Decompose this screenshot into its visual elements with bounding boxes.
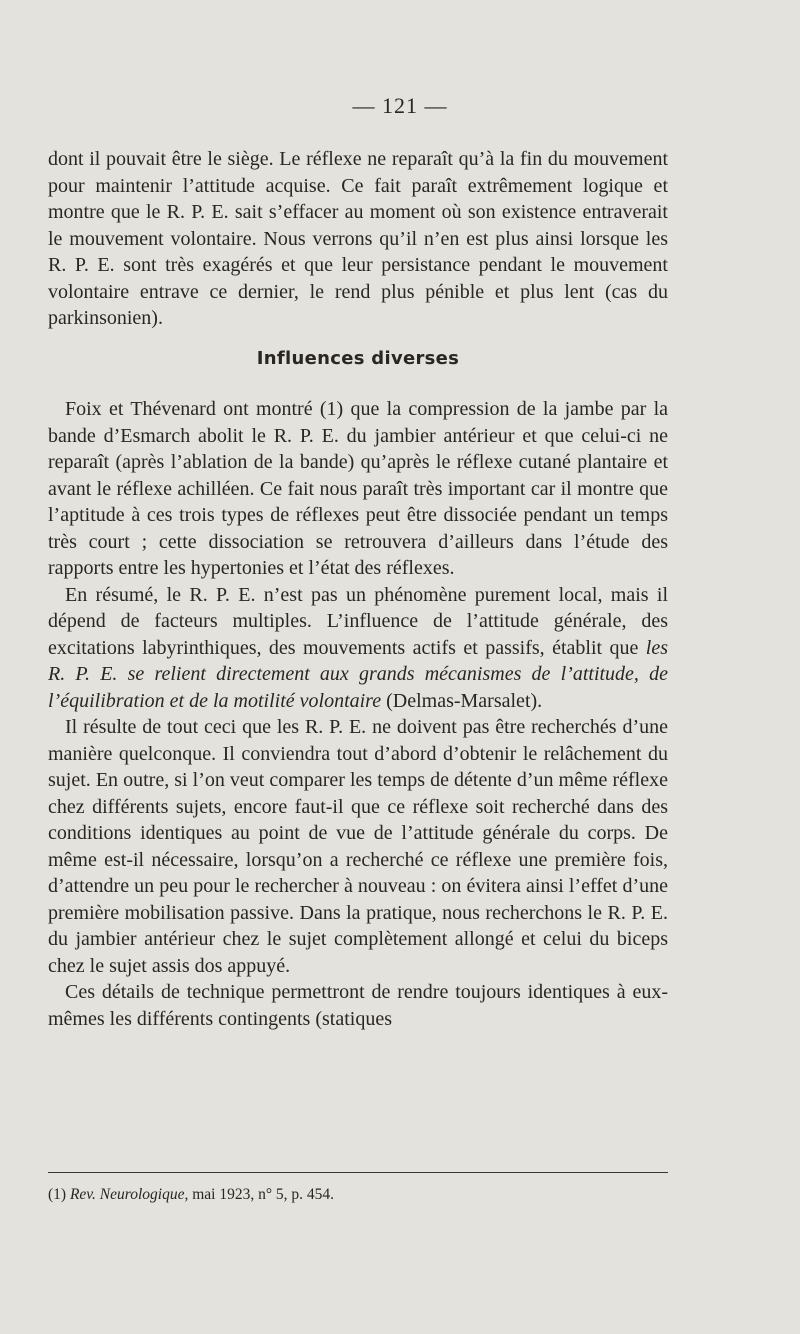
footnote-marker: (1) [48, 1186, 67, 1203]
section-heading: Influences diverses [256, 347, 460, 369]
paragraph-text: (Delmas-Marsalet). [386, 689, 543, 712]
paragraph: Il résulte de tout ceci que les R. P. E. ne doivent pas être recherchés d’une manière quelconque. Il conviendra tout d’abord d’obtenir le relâchement du sujet. En outre, si l’on veut comparer les temps de détente d’un même réflexe chez différents sujets, encore faut-il que ce réflexe soit recherché dans des conditions identiques au point de vue de l’attitude générale du corps. De même est-il nécessaire, lorsqu’on a recherché ce réflexe une première fois, d’attendre un peu pour le rechercher à nouveau : on évitera ainsi l’effet d’une première mobilisation passive. Dans la pratique, nous recherchons le R. P. E. du jambier antérieur chez le sujet complètement allongé et celui du biceps chez le sujet assis dos appuyé. [48, 716, 668, 977]
paragraph: Ces détails de technique permettront de rendre toujours identiques à eux-mêmes les différents contingents (statiques [48, 981, 668, 1030]
emphasis-text: les R. P. E. se relient directement aux grands mécanismes de l’attitude, de l’équilibration et de la motilité volontaire [48, 636, 668, 712]
paragraph-text: En résumé, le R. P. E. n’est pas un phénomène purement local, mais il dépend de facteurs multiples. L’influence de l’attitude générale, des excitations labyrinthiques, des mouvements actifs et passifs, établit que [48, 583, 668, 659]
footnote-source: Rev. Neurologique [69, 1186, 185, 1203]
footnote [48, 1186, 668, 1204]
paragraph [48, 582, 668, 715]
page-number: — 121 — [352, 93, 448, 118]
page-body [48, 146, 668, 1032]
paragraph: Foix et Thévenard ont montré (1) que la compression de la jambe par la bande d’Esmarch abolit le R. P. E. du jambier antérieur et que celui-ci ne reparaît (après l’ablation de la bande) qu’après le réflexe cutané plantaire et avant le réflexe achilléen. Ce fait nous paraît très important car il montre que l’aptitude à ces trois types de réflexes peut être dissociée pendant un temps très court ; cette dissociation se retrouvera d’ailleurs dans l’étude des rapports entre les hypertonies et l’état des réflexes. [48, 398, 668, 579]
paragraph: dont il pouvait être le siège. Le réflexe ne reparaît qu’à la fin du mouvement pour maintenir l’attitude acquise. Ce fait paraît extrêmement logique et montre que le R. P. E. sait s’effacer au moment où son existence entraverait le mouvement volontaire. Nous verrons qu’il n’en est plus ainsi lorsque les R. P. E. sont très exagérés et que leur persistance pendant le mouvement volontaire entrave ce dernier, le rend plus pénible et plus lent (cas du parkinsonien). [48, 148, 668, 329]
footnote-divider [48, 1172, 668, 1173]
footnote-details: , mai 1923, n° 5, p. 454. [184, 1186, 335, 1203]
